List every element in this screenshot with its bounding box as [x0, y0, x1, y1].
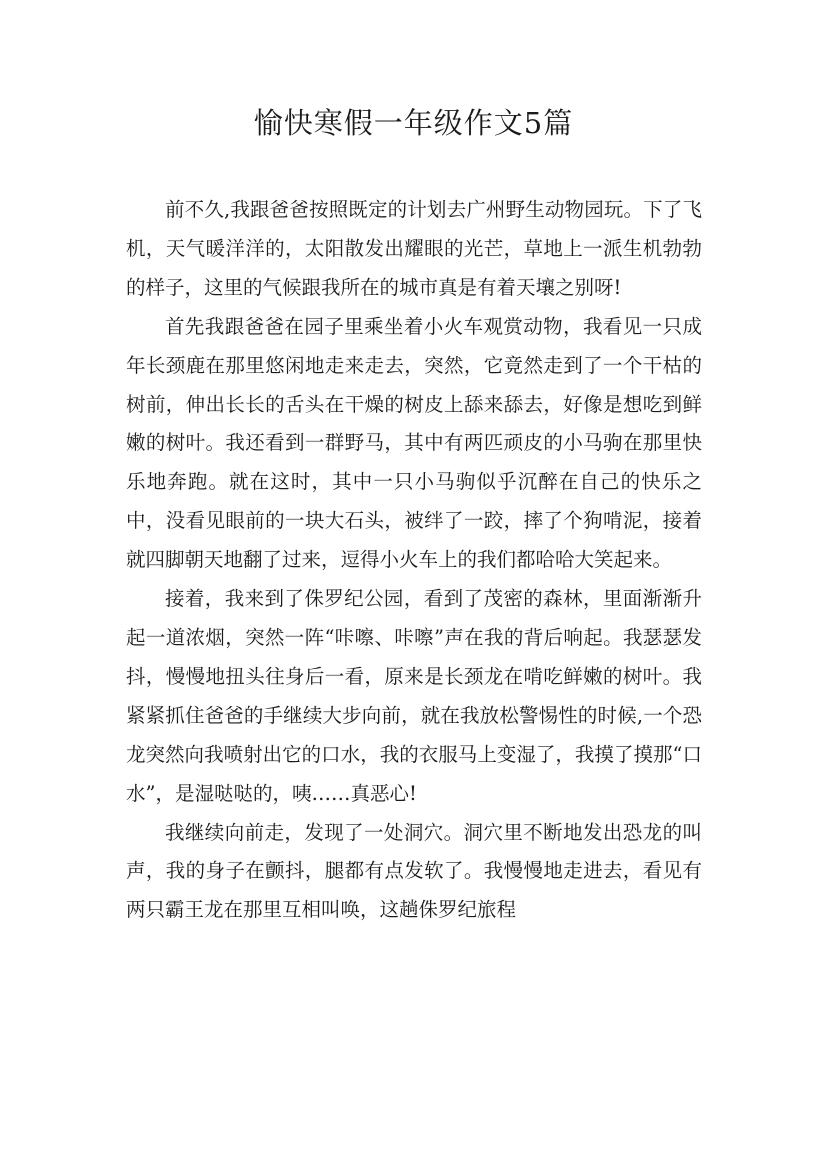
document-body [126, 191, 702, 930]
paragraph-4: 我继续向前走，发现了一处洞穴。洞穴里不断地发出恐龙的叫声，我的身子在颤抖，腿都有点发软了。我慢慢地走进去，看见有两只霸王龙在那里互相叫唤，这趟侏罗纪旅程 [126, 820, 702, 922]
paragraph-3: 接着，我来到了侏罗纪公园，看到了茂密的森林，里面渐渐升起一道浓烟，突然一阵“咔嚓、咔嚓”声在我的背后响起。我瑟瑟发抖，慢慢地扭头往身后一看，原来是长颈龙在啃吃鲜嫩的树叶。我紧紧抓住爸爸的手继续大步向前，就在我放松警惕性的时候,一个恐龙突然向我喷射出它的口水，我的衣服马上变湿了，我摸了摸那“口水”，是湿哒哒的，咦……真恶心! [126, 587, 702, 805]
paragraph-2: 首先我跟爸爸在园子里乘坐着小火车观赏动物，我看见一只成年长颈鹿在那里悠闲地走来走去，突然，它竟然走到了一个干枯的树前，伸出长长的舌头在干燥的树皮上舔来舔去，好像是想吃到鲜嫩的树叶。我还看到一群野马，其中有两匹顽皮的小马驹在那里快乐地奔跑。就在这时，其中一只小马驹似乎沉醉在自己的快乐之中，没看见眼前的一块大石头，被绊了一跤，摔了个狗啃泥，接着就四脚朝天地翻了过来，逗得小火车上的我们都哈哈大笑起来。 [126, 314, 702, 572]
paragraph-1: 前不久,我跟爸爸按照既定的计划去广州野生动物园玩。下了飞机，天气暖洋洋的，太阳散发出耀眼的光芒，草地上一派生机勃勃的样子，这里的气候跟我所在的城市真是有着天壤之别呀! [126, 198, 702, 299]
document-title: 愉快寒假一年级作文5篇 [253, 106, 574, 140]
